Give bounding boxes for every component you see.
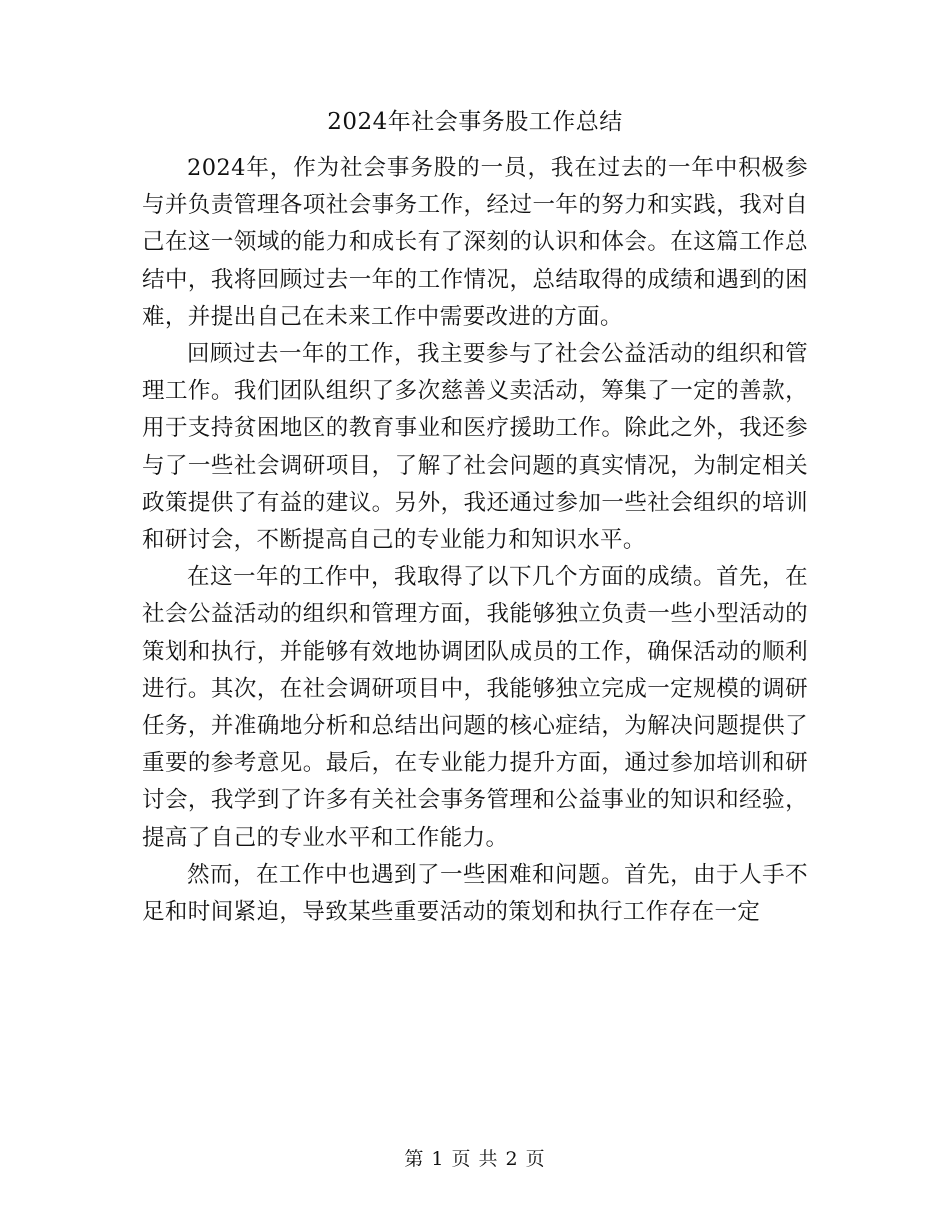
document-body bbox=[142, 150, 808, 931]
paragraph-3: 在这一年的工作中，我取得了以下几个方面的成绩。首先，在社会公益活动的组织和管理方面，我能够独立负责一些小型活动的策划和执行，并能够有效地协调团队成员的工作，确保活动的顺利进行。其次，在社会调研项目中，我能够独立完成一定规模的调研任务，并准确地分析和总结出问题的核心症结，为解决问题提供了重要的参考意见。最后，在专业能力提升方面，通过参加培训和研讨会，我学到了许多有关社会事务管理和公益事业的知识和经验，提高了自己的专业水平和工作能力。 bbox=[142, 564, 808, 851]
paragraph-1: 2024年，作为社会事务股的一员，我在过去的一年中积极参与并负责管理各项社会事务工作，经过一年的努力和实践，我对自己在这一领域的能力和成长有了深刻的认识和体会。在这篇工作总结中，我将回顾过去一年的工作情况，总结取得的成绩和遇到的困难，并提出自己在未来工作中需要改进的方面。 bbox=[142, 155, 808, 330]
page-footer: 第 1 页 共 2 页 bbox=[404, 1148, 546, 1170]
paragraph-4: 然而，在工作中也遇到了一些困难和问题。首先，由于人手不足和时间紧迫，导致某些重要活动的策划和执行工作存在一定 bbox=[142, 861, 808, 926]
paragraph-2: 回顾过去一年的工作，我主要参与了社会公益活动的组织和管理工作。我们团队组织了多次慈善义卖活动，筹集了一定的善款，用于支持贫困地区的教育事业和医疗援助工作。除此之外，我还参与了一些社会调研项目，了解了社会问题的真实情况，为制定相关政策提供了有益的建议。另外，我还通过参加一些社会组织的培训和研讨会，不断提高自己的专业能力和知识水平。 bbox=[142, 341, 808, 554]
document-title: 2024年社会事务股工作总结 bbox=[327, 109, 623, 135]
